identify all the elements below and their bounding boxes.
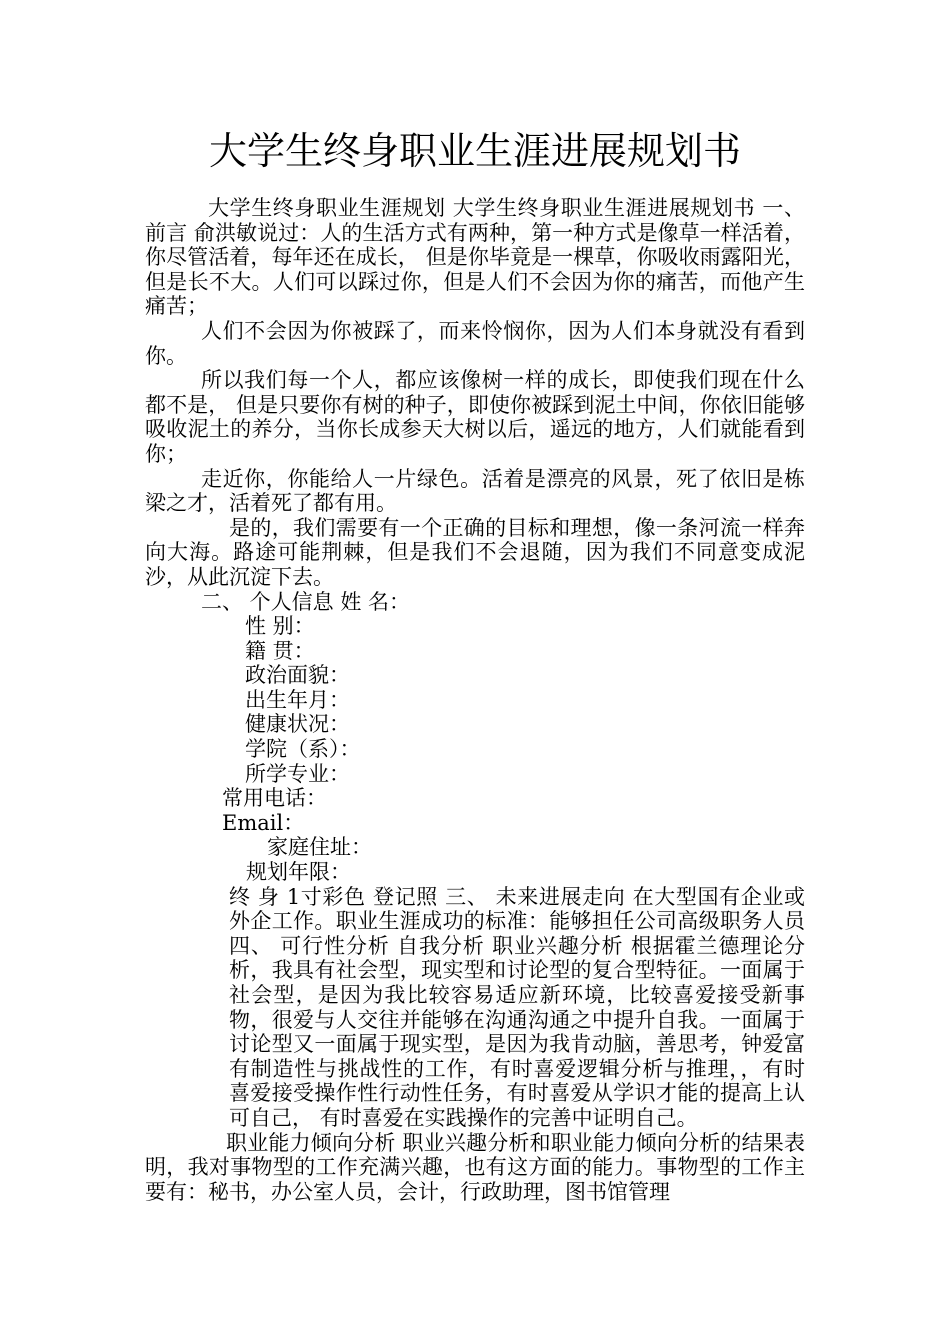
paragraph-ability-analysis: 职业能力倾向分析 职业兴趣分析和职业能力倾向分析的结果表明，我对事物型的工作充满兴趣，也有这方面的能力。事物型的工作主要有：秘书，办公室人员，会计，行政助理，图书馆管理 xyxy=(145,1130,805,1204)
field-native-place: 籍 贯： xyxy=(245,638,315,663)
field-address: 家庭住址： xyxy=(267,835,372,860)
field-plan-period: 规划年限： xyxy=(246,860,351,885)
field-phone: 常用电话： xyxy=(222,786,327,811)
paragraph-tree: 所以我们每一个人，都应该像树一样的成长，即使我们现在什么都不是， 但是只要你有树的种子，即使你被踩到泥土中间，你依旧能够吸收泥土的养分，当你长成参天大树以后，遥远的地方，人们就能看到你； xyxy=(145,368,805,466)
field-birth-date: 出生年月： xyxy=(245,687,350,712)
paragraph-river: 是的，我们需要有一个正确的目标和理想，像一条河流一样奔向大海。路途可能荆棘，但是我们不会退随，因为我们不同意变成泥沙，从此沉淀下去。 xyxy=(145,515,805,589)
field-major: 所学专业： xyxy=(245,761,350,786)
document-title: 大学生终身职业生涯进展规划书 xyxy=(208,129,741,173)
field-health: 健康状况： xyxy=(245,712,350,737)
paragraph-preface: 大学生终身职业生涯规划 大学生终身职业生涯进展规划书 一、 前言 俞洪敏说过：人的生活方式有两种，第一种方式是像草一样活着，你尽管活着，每年还在成长， 但是你毕竟是一棵草，你吸收雨露阳光，但是长不大。人们可以踩过你，但是人们不会因为你的痛苦，而他产生痛苦； xyxy=(145,196,805,319)
field-gender: 性 别： xyxy=(245,614,315,639)
field-email: Email： xyxy=(222,810,305,835)
paragraph-green: 走近你，你能给人一片绿色。活着是漂亮的风景，死了依旧是栋梁之才，活着死了都有用。 xyxy=(145,466,805,516)
paragraph-future-direction: 终 身 1寸彩色 登记照 三、 未来进展走向 在大型国有企业或外企工作。职业生涯成功的标准：能够担任公司高级职务人员 四、 可行性分析 自我分析 职业兴趣分析 根据霍兰德理论分析，我具有社会型，现实型和讨论型的复合型特征。一面属于社会型，是因为我比较容易适应新环境，比较喜爱接受新事物，很爱与人交往并能够在沟通沟通之中提升自我。一面属于讨论型又一面属于现实型，是因为我肯动脑，善思考，钟爱富有制造性与挑战性的工作，有时喜爱逻辑分析与推理，，有时喜爱接受操作性行动性任务，有时喜爱从学识才能的提高上认可自己， 有时喜爱在实践操作的完善中证明自己。 xyxy=(229,884,805,1130)
paragraph-grass: 人们不会因为你被踩了，而来怜悯你，因为人们本身就没有看到你。 xyxy=(145,318,805,368)
field-college: 学院（系）： xyxy=(245,737,361,762)
field-political-status: 政治面貌： xyxy=(245,663,350,688)
section-personal-info-heading: 二、 个人信息 姓 名： xyxy=(201,589,411,614)
document-body xyxy=(145,196,805,1204)
